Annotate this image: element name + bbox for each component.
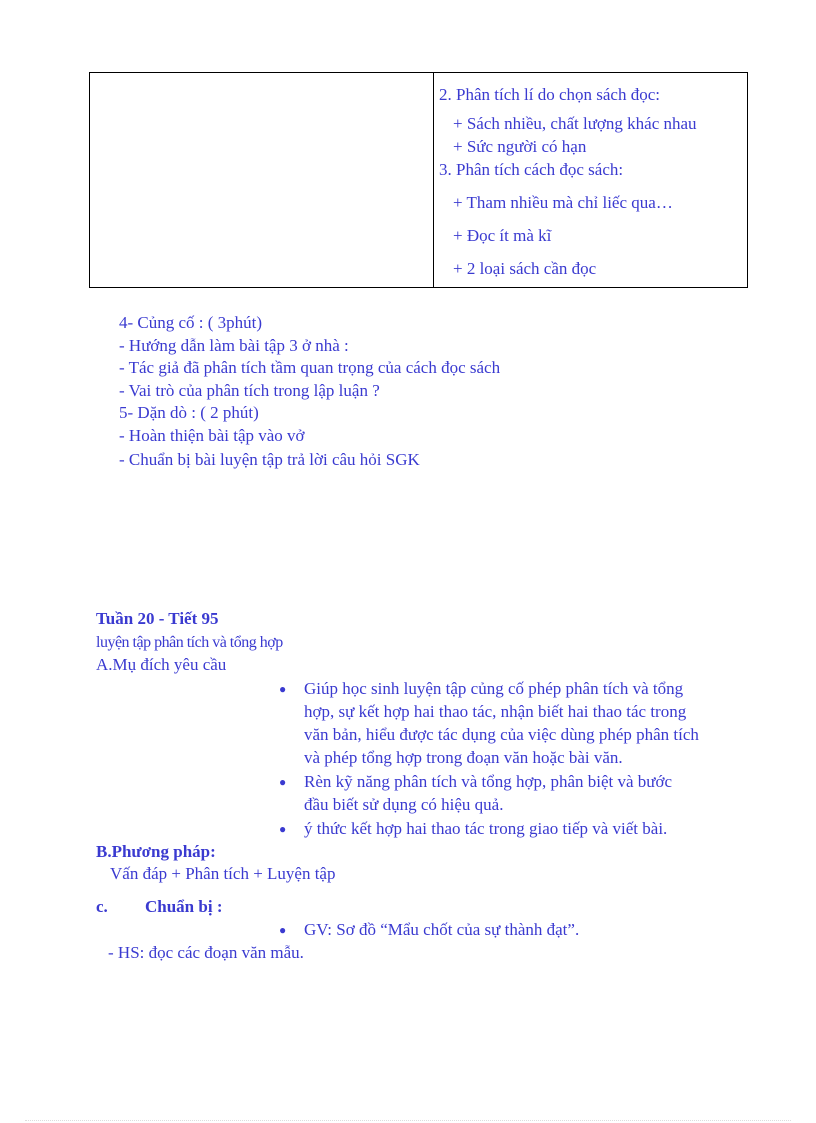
table-text: + Đọc ít mà kĩ	[453, 226, 552, 245]
section-b-heading: B.Phương pháp:	[96, 842, 216, 861]
table-text: + Sức người có hạn	[453, 137, 587, 156]
lesson-heading: Tuần 20 - Tiết 95	[96, 609, 219, 628]
table-text: + Tham nhiều mà chỉ liếc qua…	[453, 193, 673, 212]
bullet-icon: ●	[279, 775, 287, 789]
table-text: 3. Phân tích cách đọc sách:	[439, 160, 624, 179]
page-bottom-border	[25, 1120, 791, 1121]
goal-text: đầu biết sử dụng có hiệu quả.	[304, 795, 504, 814]
section-c-marker: c.	[96, 897, 108, 916]
bullet-icon: ●	[279, 682, 287, 696]
consolidation-line: - Hướng dẫn làm bài tập 3 ở nhà :	[119, 336, 349, 355]
table-text: 2. Phân tích lí do chọn sách đọc:	[439, 85, 660, 104]
goal-text: văn bản, hiểu được tác dụng của việc dùng phép phân tích	[304, 725, 699, 744]
goal-text: ý thức kết hợp hai thao tác trong giao tiếp và viết bài.	[304, 819, 668, 838]
consolidation-line: - Tác giả đã phân tích tầm quan trọng của cách đọc sách	[119, 358, 501, 377]
goal-text: và phép tổng hợp trong đoạn văn hoặc bài văn.	[304, 748, 623, 767]
method-text: Vấn đáp + Phân tích + Luyện tập	[110, 864, 336, 883]
bullet-icon: ●	[279, 822, 287, 836]
section-a-heading: A.Mụ đích yêu cầu	[96, 655, 227, 674]
table-text: + 2 loại sách cần đọc	[453, 259, 597, 278]
goal-text: Rèn kỹ năng phân tích và tổng hợp, phân biệt và bước	[304, 772, 673, 791]
consolidation-line: - Vai trò của phân tích trong lập luận ?	[119, 381, 380, 400]
lesson-title: luyện tập phân tích và tổng hợp	[96, 634, 283, 651]
table-column-divider	[433, 73, 434, 287]
table-text: + Sách nhiều, chất lượng khác nhau	[453, 114, 697, 133]
prep-gv: GV: Sơ đồ “Mẩu chốt của sự thành đạt”.	[304, 920, 580, 939]
consolidation-line: 4- Củng cố : ( 3phút)	[119, 313, 263, 332]
goal-text: hợp, sự kết hợp hai thao tác, nhận biết hai thao tác trong	[304, 702, 687, 721]
consolidation-line: 5- Dặn dò : ( 2 phút)	[119, 403, 259, 422]
goal-text: Giúp học sinh luyện tập củng cố phép phân tích và tổng	[304, 679, 684, 698]
bullet-icon: ●	[279, 923, 287, 937]
prep-hs: - HS: đọc các đoạn văn mẫu.	[108, 943, 304, 962]
consolidation-line: - Chuẩn bị bài luyện tập trả lời câu hỏi SGK	[119, 450, 420, 469]
consolidation-line: - Hoàn thiện bài tập vào vở	[119, 426, 305, 445]
section-c-heading: Chuẩn bị :	[145, 897, 223, 916]
